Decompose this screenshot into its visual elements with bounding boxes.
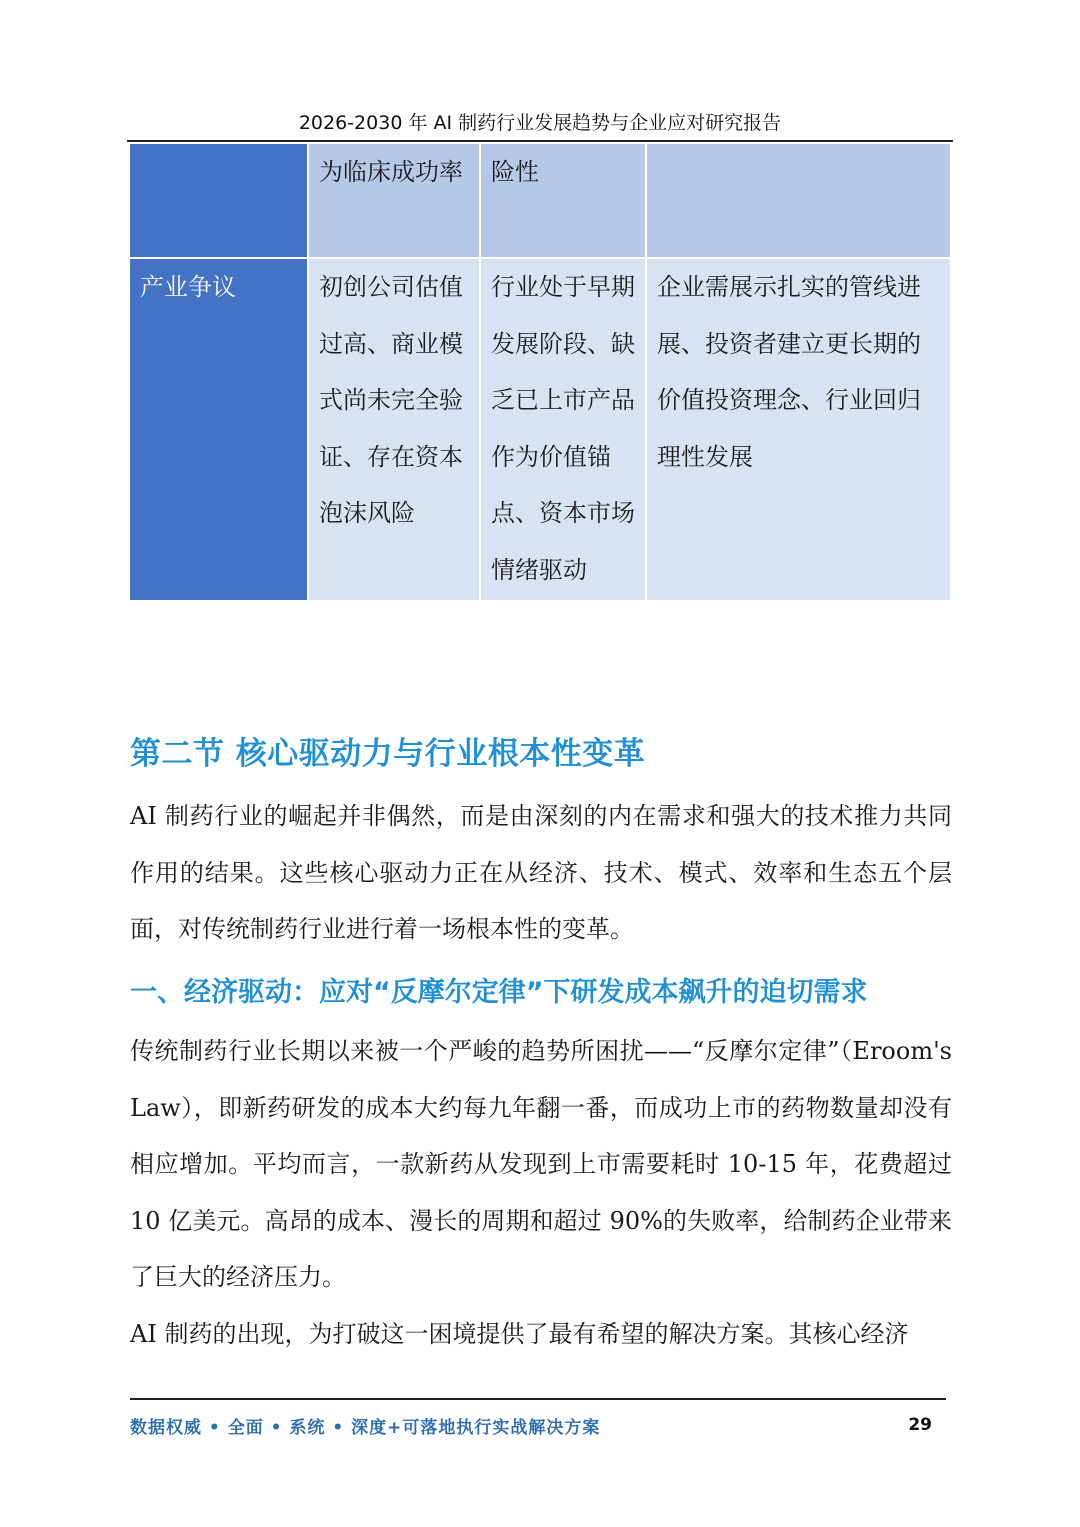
subsection-heading: 一、经济驱动：应对“反摩尔定律”下研发成本飙升的迫切需求 <box>130 977 868 1008</box>
footer-slogan: 数据权威 • 全面 • 系统 • 深度+可落地执行实战解决方案 <box>130 1418 601 1438</box>
footer-divider <box>130 1398 946 1400</box>
body-paragraph: AI 制药的出现，为打破这一困境提供了最有希望的解决方案。其核心经济 <box>130 1320 909 1348</box>
table-cell: 险性 <box>480 144 646 258</box>
page-number: 29 <box>908 1415 932 1435</box>
header-divider <box>127 140 953 142</box>
table-cell-label: 产业争议 <box>130 258 308 600</box>
table-row <box>130 258 950 600</box>
body-paragraph: 传统制药行业长期以来被一个严峻的趋势所困扰——“反摩尔定律”（Eroom's Law），即新药研发的成本大约每九年翻一番，而成功上市的药物数量却没有相应增加。平均而言，一款新药从发现到上市需要耗时 10-15 年，花费超过 10 亿美元。高昂的成本、漫长的周期和超过 90%的失败率，给制药企业带来了巨大的经济压力。 <box>130 1037 952 1291</box>
table-cell: 为临床成功率 <box>308 144 480 258</box>
comparison-table <box>130 144 950 600</box>
intro-paragraph: AI 制药行业的崛起并非偶然，而是由深刻的内在需求和强大的技术推力共同作用的结果。这些核心驱动力正在从经济、技术、模式、效率和生态五个层面，对传统制药行业进行着一场根本性的变革。 <box>130 802 952 943</box>
running-header: 2026-2030 年 AI 制药行业发展趋势与企业应对研究报告 <box>298 112 782 134</box>
table-cell: 企业需展示扎实的管线进展、投资者建立更长期的价值投资理念、行业回归理性发展 <box>646 258 950 600</box>
table-cell <box>646 144 950 258</box>
table-cell-label <box>130 144 308 258</box>
table-row <box>130 144 950 258</box>
section-heading: 第二节 核心驱动力与行业根本性变革 <box>130 736 646 772</box>
table-cell: 初创公司估值过高、商业模式尚未完全验证、存在资本泡沫风险 <box>308 258 480 600</box>
table-cell: 行业处于早期发展阶段、缺乏已上市产品作为价值锚点、资本市场情绪驱动 <box>480 258 646 600</box>
